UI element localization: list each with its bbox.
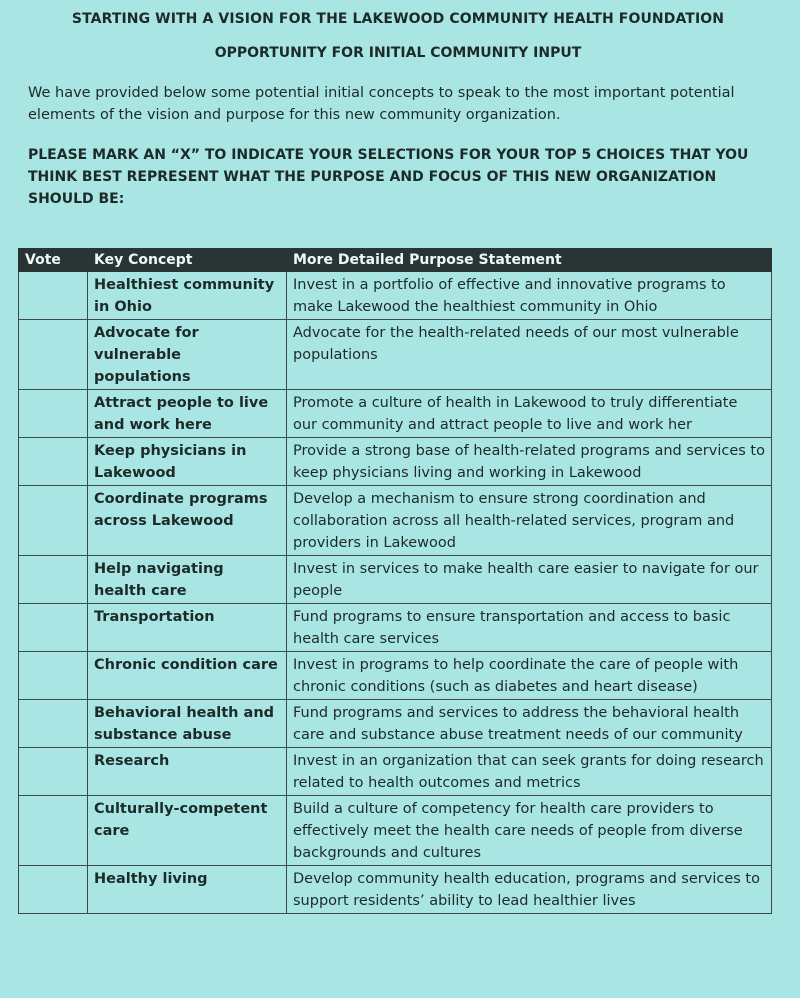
key-concept-cell: Research [88,748,287,796]
table-row [19,748,772,796]
vote-cell[interactable] [19,556,88,604]
vote-cell[interactable] [19,700,88,748]
purpose-statement-cell: Provide a strong base of health-related programs and services to keep physicians living and working in Lakewood [287,438,772,486]
header-purpose-statement: More Detailed Purpose Statement [287,249,772,272]
vote-cell[interactable] [19,272,88,320]
table-row [19,320,772,390]
purpose-statement-cell: Invest in services to make health care easier to navigate for our people [287,556,772,604]
purpose-statement-cell: Develop community health education, programs and services to support residents’ ability to lead healthier lives [287,866,772,914]
table-row [19,796,772,866]
table-row [19,390,772,438]
vote-cell[interactable] [19,866,88,914]
vote-cell[interactable] [19,652,88,700]
instructions-paragraph: PLEASE MARK AN “X” TO INDICATE YOUR SELECTIONS FOR YOUR TOP 5 CHOICES THAT YOU THINK BEST REPRESENT WHAT THE PURPOSE AND FOCUS OF THIS NEW ORGANIZATION SHOULD BE: [28,147,749,207]
table-row [19,700,772,748]
table-row [19,556,772,604]
table-row [19,604,772,652]
key-concept-cell: Culturally-competent care [88,796,287,866]
vote-cell[interactable] [19,320,88,390]
key-concept-cell: Chronic condition care [88,652,287,700]
vote-cell[interactable] [19,796,88,866]
table-row [19,438,772,486]
key-concept-cell: Help navigating health care [88,556,287,604]
purpose-statement-cell: Fund programs to ensure transportation and access to basic health care services [287,604,772,652]
concepts-table [18,248,772,914]
vote-cell[interactable] [19,438,88,486]
purpose-statement-cell: Invest in a portfolio of effective and innovative programs to make Lakewood the healthiest community in Ohio [287,272,772,320]
key-concept-cell: Attract people to live and work here [88,390,287,438]
header-vote: Vote [19,249,88,272]
vote-cell[interactable] [19,604,88,652]
key-concept-cell: Keep physicians in Lakewood [88,438,287,486]
purpose-statement-cell: Invest in programs to help coordinate the care of people with chronic conditions (such as diabetes and heart disease) [287,652,772,700]
purpose-statement-cell: Build a culture of competency for health care providers to effectively meet the health care needs of people from diverse backgrounds and cultures [287,796,772,866]
purpose-statement-cell: Promote a culture of health in Lakewood to truly differentiate our community and attract people to live and work her [287,390,772,438]
purpose-statement-cell: Develop a mechanism to ensure strong coordination and collaboration across all health-related services, program and providers in Lakewood [287,486,772,556]
key-concept-cell: Coordinate programs across Lakewood [88,486,287,556]
table-row [19,272,772,320]
key-concept-cell: Advocate for vulnerable populations [88,320,287,390]
key-concept-cell: Behavioral health and substance abuse [88,700,287,748]
purpose-statement-cell: Invest in an organization that can seek grants for doing research related to health outcomes and metrics [287,748,772,796]
vote-cell[interactable] [19,486,88,556]
key-concept-cell: Healthy living [88,866,287,914]
page-title: STARTING WITH A VISION FOR THE LAKEWOOD COMMUNITY HEALTH FOUNDATION [71,11,725,27]
purpose-statement-cell: Fund programs and services to address the behavioral health care and substance abuse treatment needs of our community [287,700,772,748]
purpose-statement-cell: Advocate for the health-related needs of our most vulnerable populations [287,320,772,390]
key-concept-cell: Healthiest community in Ohio [88,272,287,320]
vote-cell[interactable] [19,748,88,796]
intro-paragraph: We have provided below some potential initial concepts to speak to the most important potential elements of the vision and purpose for this new community organization. [28,85,735,123]
table-row [19,866,772,914]
table-row [19,486,772,556]
page-subtitle: OPPORTUNITY FOR INITIAL COMMUNITY INPUT [214,45,582,61]
table-header-row [19,249,772,272]
table-row [19,652,772,700]
key-concept-cell: Transportation [88,604,287,652]
header-key-concept: Key Concept [88,249,287,272]
vote-cell[interactable] [19,390,88,438]
